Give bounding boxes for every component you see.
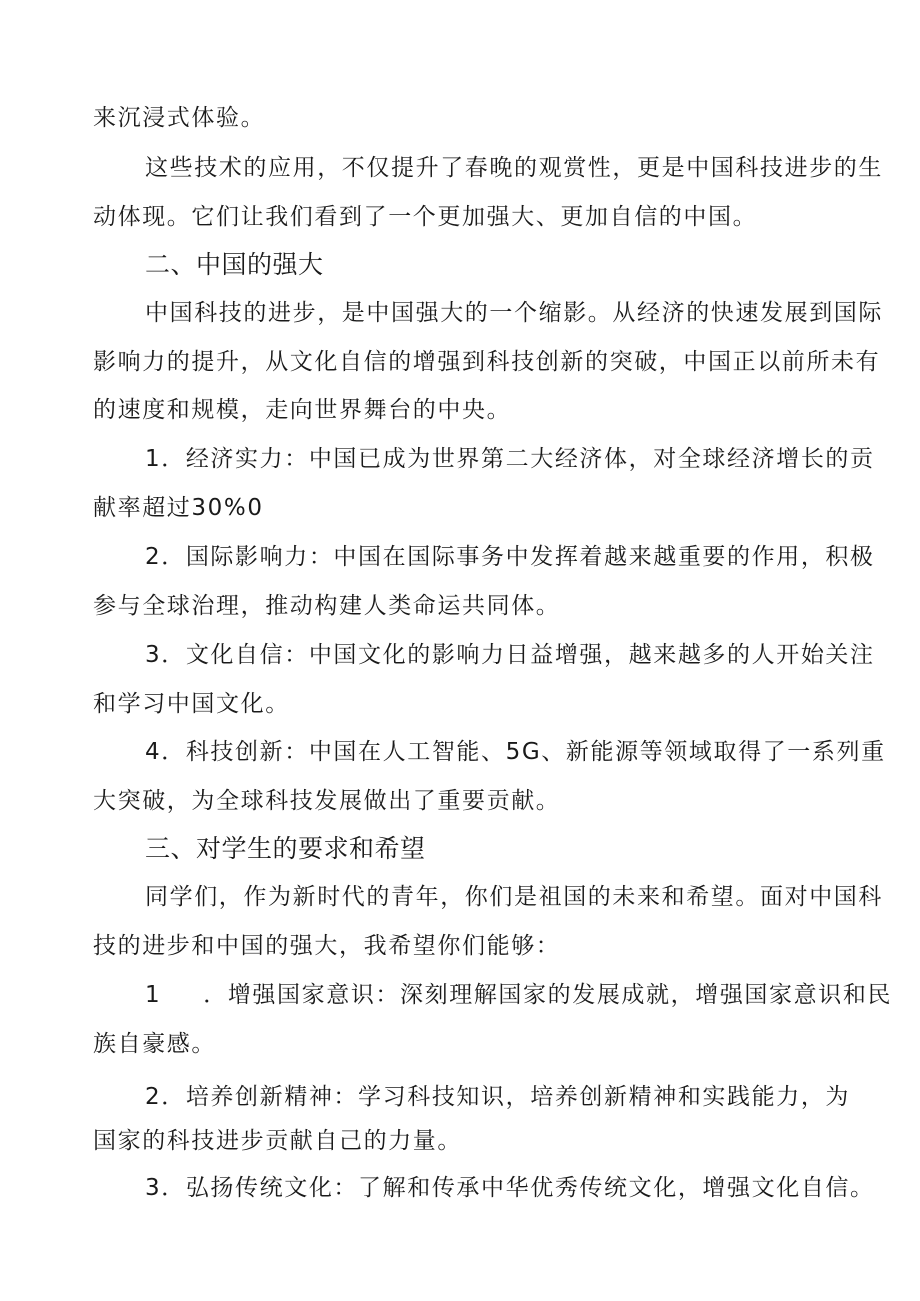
list-item-line: 2．国际影响力：中国在国际事务中发挥着越来越重要的作用，积极 <box>145 544 875 570</box>
paragraph-line: 中国科技的进步，是中国强大的一个缩影。从经济的快速发展到国际 <box>145 300 883 326</box>
paragraph-line: 动体现。它们让我们看到了一个更加强大、更加自信的中国。 <box>93 204 758 230</box>
paragraph-line: 的速度和规模，走向世界舞台的中央。 <box>93 397 512 423</box>
paragraph-line: 来沉浸式体验。 <box>93 105 266 131</box>
list-item-text: ．增强国家意识：深刻理解国家的发展成就，增强国家意识和民 <box>203 982 893 1008</box>
list-item-line <box>145 979 892 1011</box>
paragraph-line: 影响力的提升，从文化自信的增强到科技创新的突破，中国正以前所未有 <box>93 349 881 375</box>
list-item-line: 族自豪感。 <box>93 1031 216 1057</box>
list-item-line: 1．经济实力：中国已成为世界第二大经济体，对全球经济增长的贡 <box>145 446 875 472</box>
list-item-line: 3．弘扬传统文化：了解和传承中华优秀传统文化，增强文化自信。 <box>145 1175 875 1201</box>
list-item-line: 献率超过30%0 <box>93 495 264 521</box>
list-item-line: 参与全球治理，推动构建人类命运共同体。 <box>93 593 561 619</box>
list-item-line: 3．文化自信：中国文化的影响力日益增强，越来越多的人开始关注 <box>145 642 875 668</box>
list-item-line: 国家的科技进步贡献自己的力量。 <box>93 1128 462 1154</box>
list-item-line: 和学习中国文化。 <box>93 691 290 717</box>
paragraph-line: 这些技术的应用，不仅提升了春晚的观赏性，更是中国科技进步的生 <box>145 155 883 181</box>
section-heading: 二、中国的强大 <box>145 250 324 279</box>
list-item-line: 2．培养创新精神：学习科技知识，培养创新精神和实践能力，为 <box>145 1084 851 1110</box>
paragraph-line: 技的进步和中国的强大，我希望你们能够： <box>93 933 561 959</box>
list-number: 1 <box>145 982 162 1008</box>
section-heading: 三、对学生的要求和希望 <box>145 834 426 863</box>
list-item-line: 大突破，为全球科技发展做出了重要贡献。 <box>93 788 561 814</box>
paragraph-line: 同学们，作为新时代的青年，你们是祖国的未来和希望。面对中国科 <box>145 884 883 910</box>
list-item-line: 4．科技创新：中国在人工智能、5G、新能源等领域取得了一系列重 <box>145 739 886 765</box>
